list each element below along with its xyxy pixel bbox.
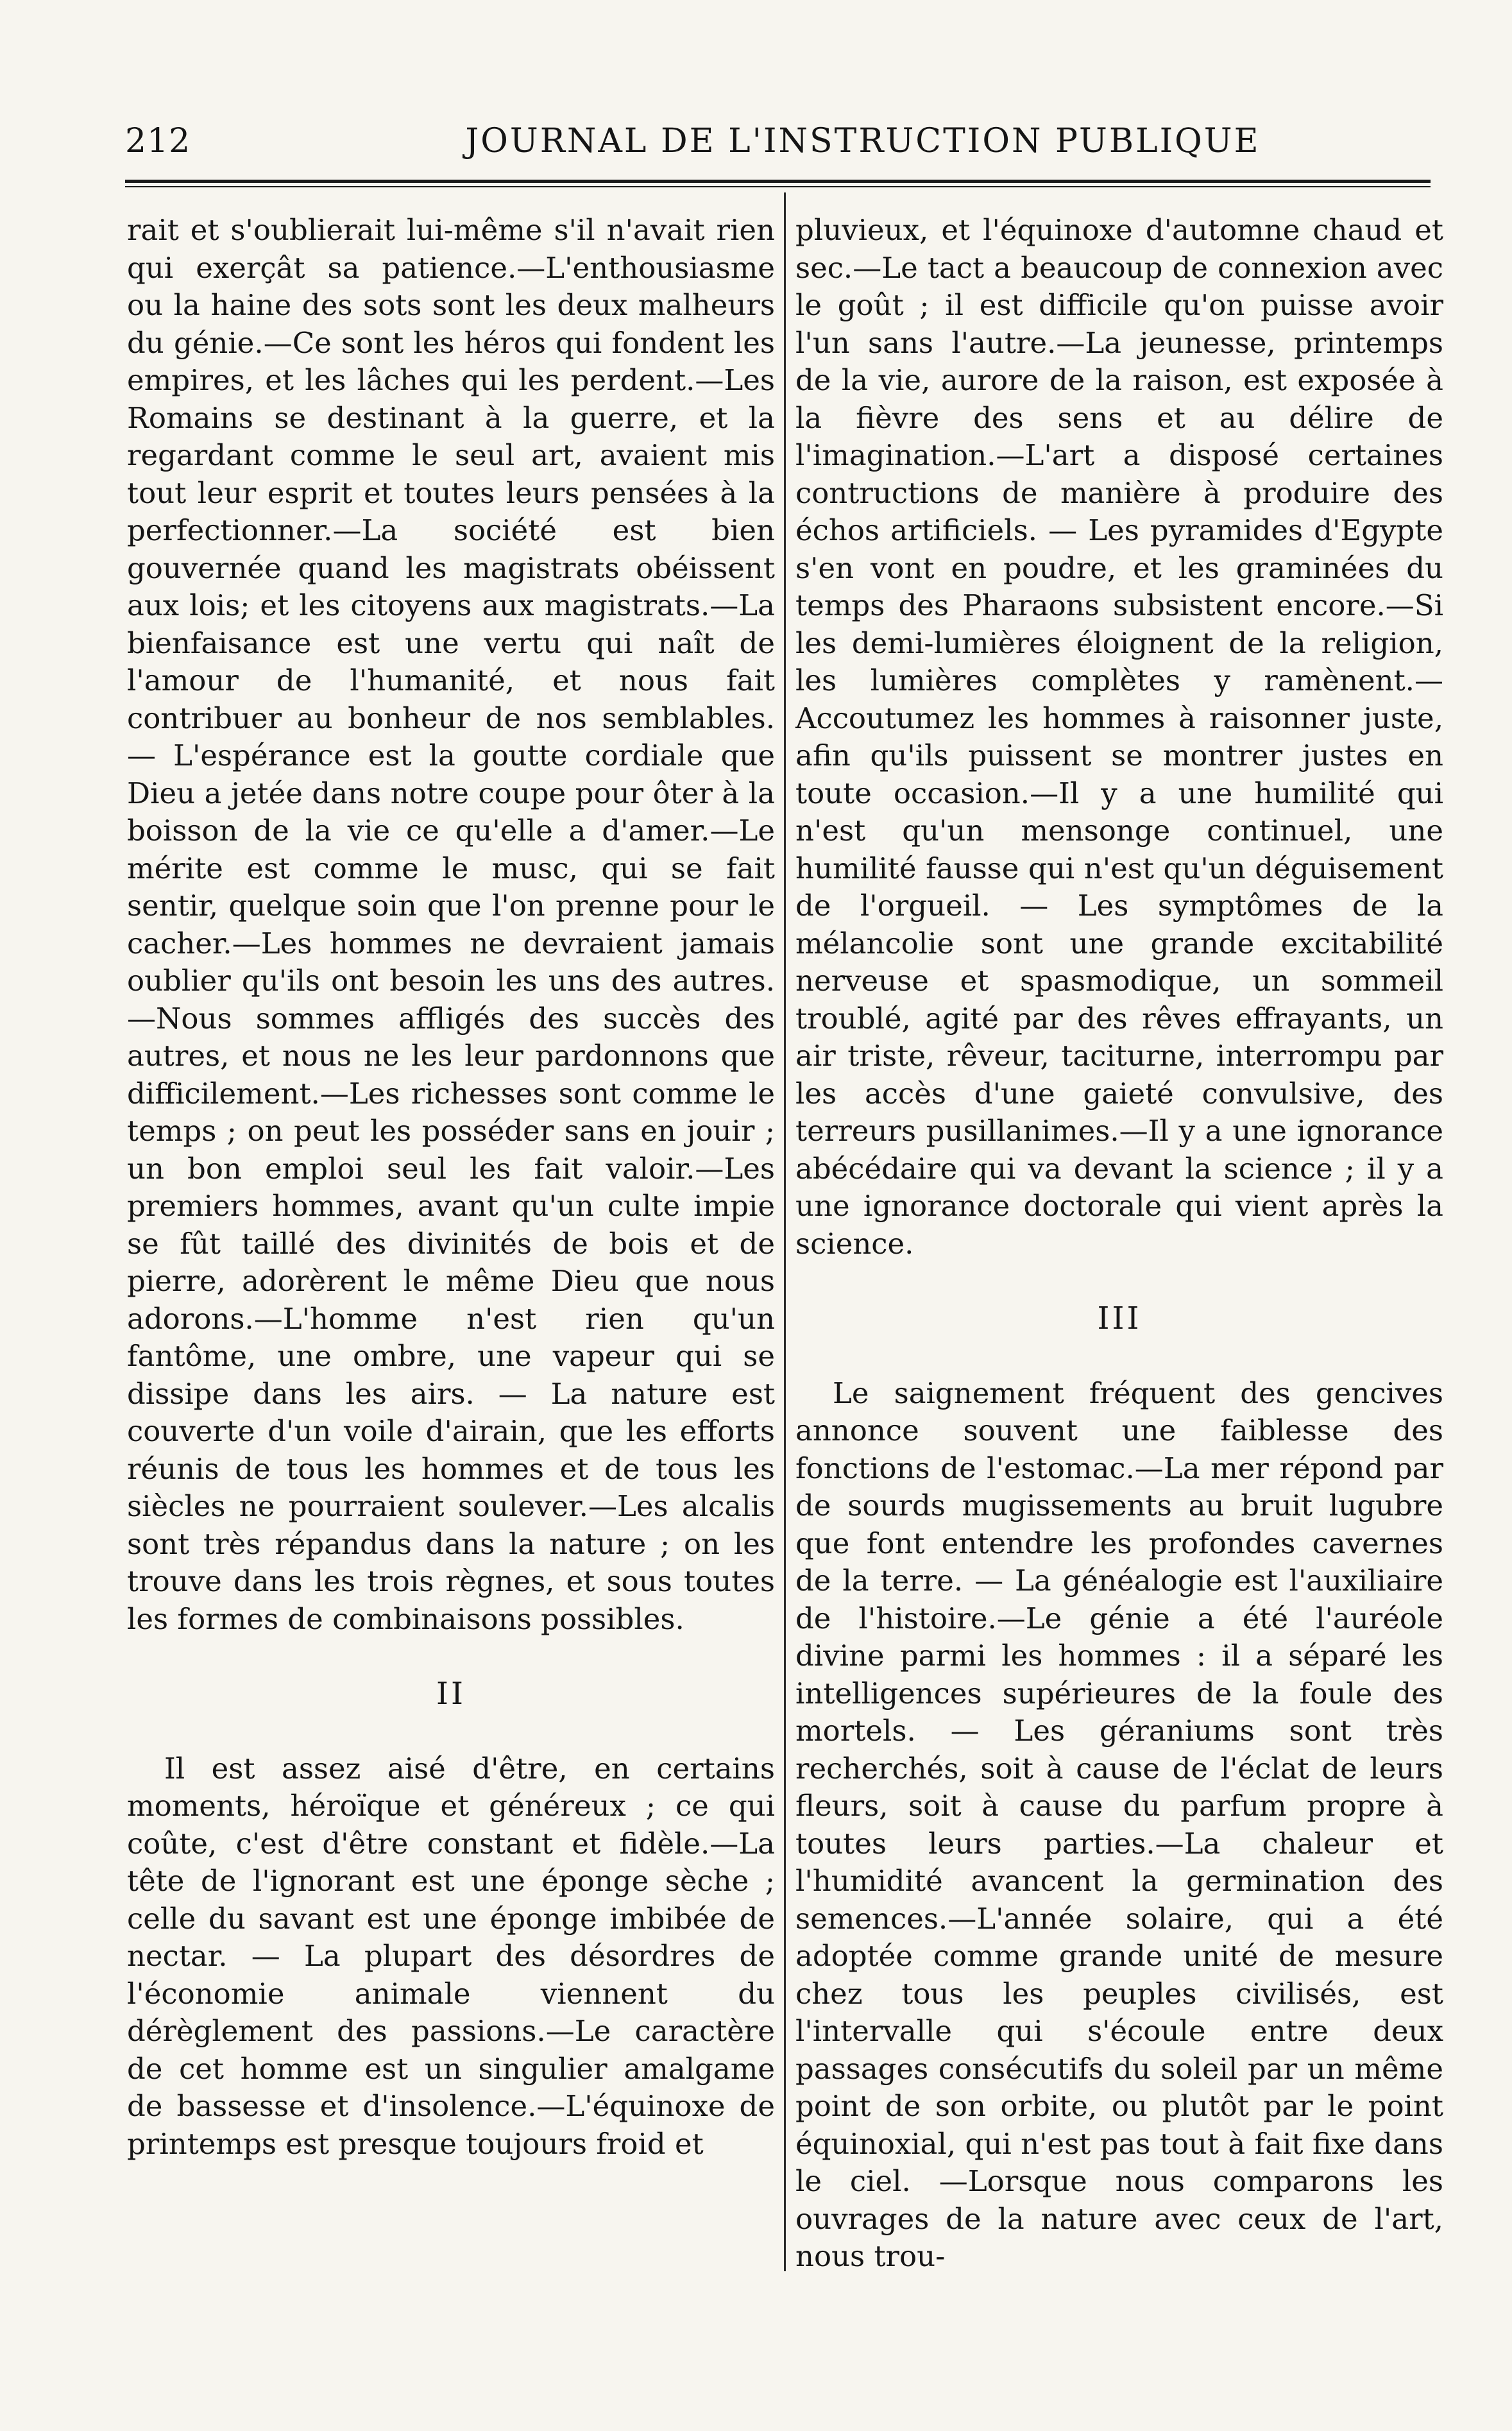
page-number: 212 (125, 122, 191, 160)
journal-title: JOURNAL DE L'INSTRUCTION PUBLIQUE (465, 122, 1261, 160)
right-paragraph-2: Le saignement fréquent des gencives annonce souvent une faiblesse des fonctions de l'estomac.—La mer répond par de sourds mugissements au bruit lugubre que font entendre les profondes cavernes de la terre. — La généalogie est l'auxiliaire de l'histoire.—Le génie a été l'auréole divine parmi les hommes : il a séparé les intelligences supérieures de la foule des mortels. — Les géraniums sont très recherchés, soit à cause de l'éclat de leurs fleurs, soit à cause du parfum propre à toutes leurs parties.—La chaleur et l'humidité avancent la germination des semences.—L'année solaire, qui a été adoptée comme grande unité de mesure chez tous les peuples civilisés, est l'intervalle qui s'écoule entre deux passages consécutifs du soleil par un même point de son orbite, ou plutôt par le point équinoxial, qui n'est pas tout à fait fixe dans le ciel. —Lorsque nous comparons les ouvrages de la nature avec ceux de l'art, nous trou- (795, 1376, 1443, 2273)
column-divider (784, 192, 786, 2271)
left-column (127, 212, 775, 2163)
section-heading-iii: III (1097, 1301, 1142, 1336)
section-heading-ii: II (436, 1676, 466, 1712)
right-column (795, 212, 1443, 2276)
left-paragraph-2: Il est assez aisé d'être, en certains moments, héroïque et généreux ; ce qui coûte, c'est d'être constant et fidèle.—La tête de l'ignorant est une éponge sèche ; celle du savant est une éponge imbibée de nectar. — La plupart des désordres de l'économie animale viennent du dérèglement des passions.—Le caractère de cet homme est un singulier amalgame de bassesse et d'insolence.—L'équinoxe de printemps est presque toujours froid et (127, 1751, 775, 2161)
left-paragraph-1: rait et s'oublierait lui-même s'il n'avait rien qui exerçât sa patience.—L'enthousiasme ou la haine des sots sont les deux malheurs du génie.—Ce sont les héros qui fondent les empires, et les lâches qui les perdent.—Les Romains se destinant à la guerre, et la regardant comme le seul art, avaient mis tout leur esprit et toutes leurs pensées à la perfectionner.—La société est bien gouvernée quand les magistrats obéissent aux lois; et les citoyens aux magistrats.—La bienfaisance est une vertu qui naît de l'amour de l'humanité, et nous fait contribuer au bonheur de nos semblables. — L'espérance est la goutte cordiale que Dieu a jetée dans notre coupe pour ôter à la boisson de la vie ce qu'elle a d'amer.—Le mérite est comme le musc, qui se fait sentir, quelque soin que l'on prenne pour le cacher.—Les hommes ne devraient jamais oublier qu'ils ont besoin les uns des autres.—Nous sommes affligés des succès des autres, et nous ne les leur pardonnons que difficilement.—Les richesses sont comme le temps ; on peut les posséder sans en jouir ; un bon emploi seul les fait valoir.—Les premiers hommes, avant qu'un culte impie se fût taillé des divinités de bois et de pierre, adorèrent le même Dieu que nous adorons.—L'homme n'est rien qu'un fantôme, une ombre, une vapeur qui se dissipe dans les airs. — La nature est couverte d'un voile d'airain, que les efforts réunis de tous les hommes et de tous les siècles ne pourraient soulever.—Les alcalis sont très répandus dans la nature ; on les trouve dans les trois règnes, et sous toutes les formes de combinaisons possibles. (127, 213, 775, 1636)
page-header (125, 122, 1427, 167)
header-rule-thick (125, 180, 1431, 183)
right-paragraph-1: pluvieux, et l'équinoxe d'automne chaud et sec.—Le tact a beaucoup de connexion avec le goût ; il est difficile qu'on puisse avoir l'un sans l'autre.—La jeunesse, printemps de la vie, aurore de la raison, est exposée à la fièvre des sens et au délire de l'imagination.—L'art a disposé certaines contructions de manière à produire des échos artificiels. — Les pyramides d'Egypte s'en vont en poudre, et les graminées du temps des Pharaons subsistent encore.—Si les demi-lumières éloignent de la religion, les lumières complètes y ramènent.—Accoutumez les hommes à raisonner juste, afin qu'ils puissent se montrer justes en toute occasion.—Il y a une humilité qui n'est qu'un mensonge continuel, une humilité fausse qui n'est qu'un déguisement de l'orgueil. — Les symptômes de la mélancolie sont une grande excitabilité nerveuse et spasmodique, un sommeil troublé, agité par des rêves effrayants, un air triste, rêveur, taciturne, interrompu par les accès d'une gaieté convulsive, des terreurs pusillanimes.—Il y a une ignorance abécédaire qui va devant la science ; il y a une ignorance doctorale qui vient après la science. (795, 213, 1443, 1261)
header-rule-thin (125, 186, 1431, 187)
